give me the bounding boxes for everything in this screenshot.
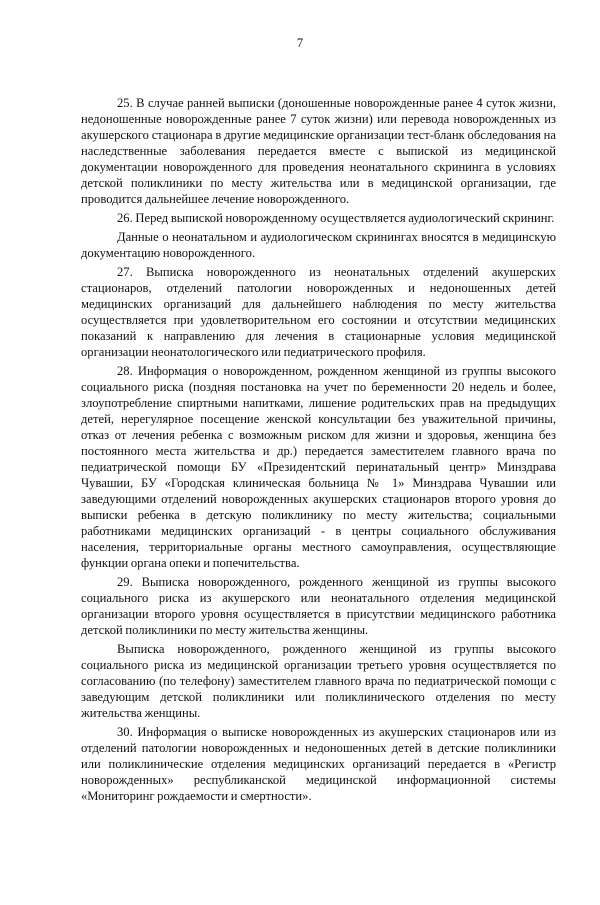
page-number: 7 [296, 36, 304, 50]
paragraph-26: 26. Перед выпиской новорожденному осуществляется аудиологический скрининг. [117, 211, 555, 225]
paragraph-28: 28. Информация о новорожденном, рожденном женщиной из группы высокого социального риска (поздняя постановка на учет по беременности 20 недель и более, злоупотребление спиртными напитками, лишение родительских прав на предыдущих детей, нерегулярное посещение женской консультации без уважительной причины, отказ от лечения ребенка с возможным риском для жизни и здоровья, женщина без постоянного места жительства и др.) передается заместителем главного врача по педиатрической помощи БУ «Президентский перинатальный центр» Минздрава Чувашии, БУ «Городская клиническая больница № 1» Минздрава Чувашии или заведующими отделений новорожденных акушерских стационаров второго уровня до выписки ребенка в детскую поликлинику по месту жительства; социальными работниками медицинских организаций - в центры социального обслуживания населения, территориальные органы местного самоуправления, осуществляющие функции органа опеки и попечительства. [81, 364, 556, 570]
document-body [81, 95, 556, 804]
paragraph-25: 25. В случае ранней выписки (доношенные новорожденные ранее 4 суток жизни, недоношенные новорожденные ранее 7 суток жизни) или перевода новорожденных из акушерского стационара в другие медицинские организации тест-бланк обследования на наследственные заболевания передается вместе с выпиской из медицинской документации новорожденного для проведения неонатального скрининга в условиях детской поликлиники по месту жительства или в медицинской организации, где проводится дальнейшее лечение новорожденного. [81, 96, 556, 206]
paragraph-29-third-level: Выписка новорожденного, рожденного женщиной из группы высокого социального риска из медицинской организации третьего уровня осуществляется по согласованию (по телефону) заместителем главного врача по педиатрической помощи с заведующим детской поликлиники или поликлинического отделения по месту жительства женщины. [81, 642, 556, 720]
paragraph-30: 30. Информация о выписке новорожденных из акушерских стационаров или из отделений патологии новорожденных и недоношенных детей в детские поликлиники или поликлинические отделения медицинских организаций передается в «Регистр новорожденных» республиканской медицинской информационной системы «Мониторинг рождаемости и смертности». [81, 725, 556, 803]
paragraph-27: 27. Выписка новорожденного из неонатальных отделений акушерских стационаров, отделений патологии новорожденных и недоношенных детей медицинских организаций для дальнейшего наблюдения по месту жительства осуществляется при удовлетворительном его состоянии и отсутствии медицинских показаний к направлению для лечения в стационарные условия медицинской организации неонатологического или педиатрического профиля. [81, 265, 556, 359]
paragraph-26-screening-data: Данные о неонатальном и аудиологическом скринингах вносятся в медицинскую документацию новорожденного. [81, 230, 556, 260]
paragraph-29: 29. Выписка новорожденного, рожденного женщиной из группы высокого социального риска из акушерского или неонатального отделения медицинской организации второго уровня осуществляется в присутствии медицинского работника детской поликлиники по месту жительства женщины. [81, 575, 556, 637]
